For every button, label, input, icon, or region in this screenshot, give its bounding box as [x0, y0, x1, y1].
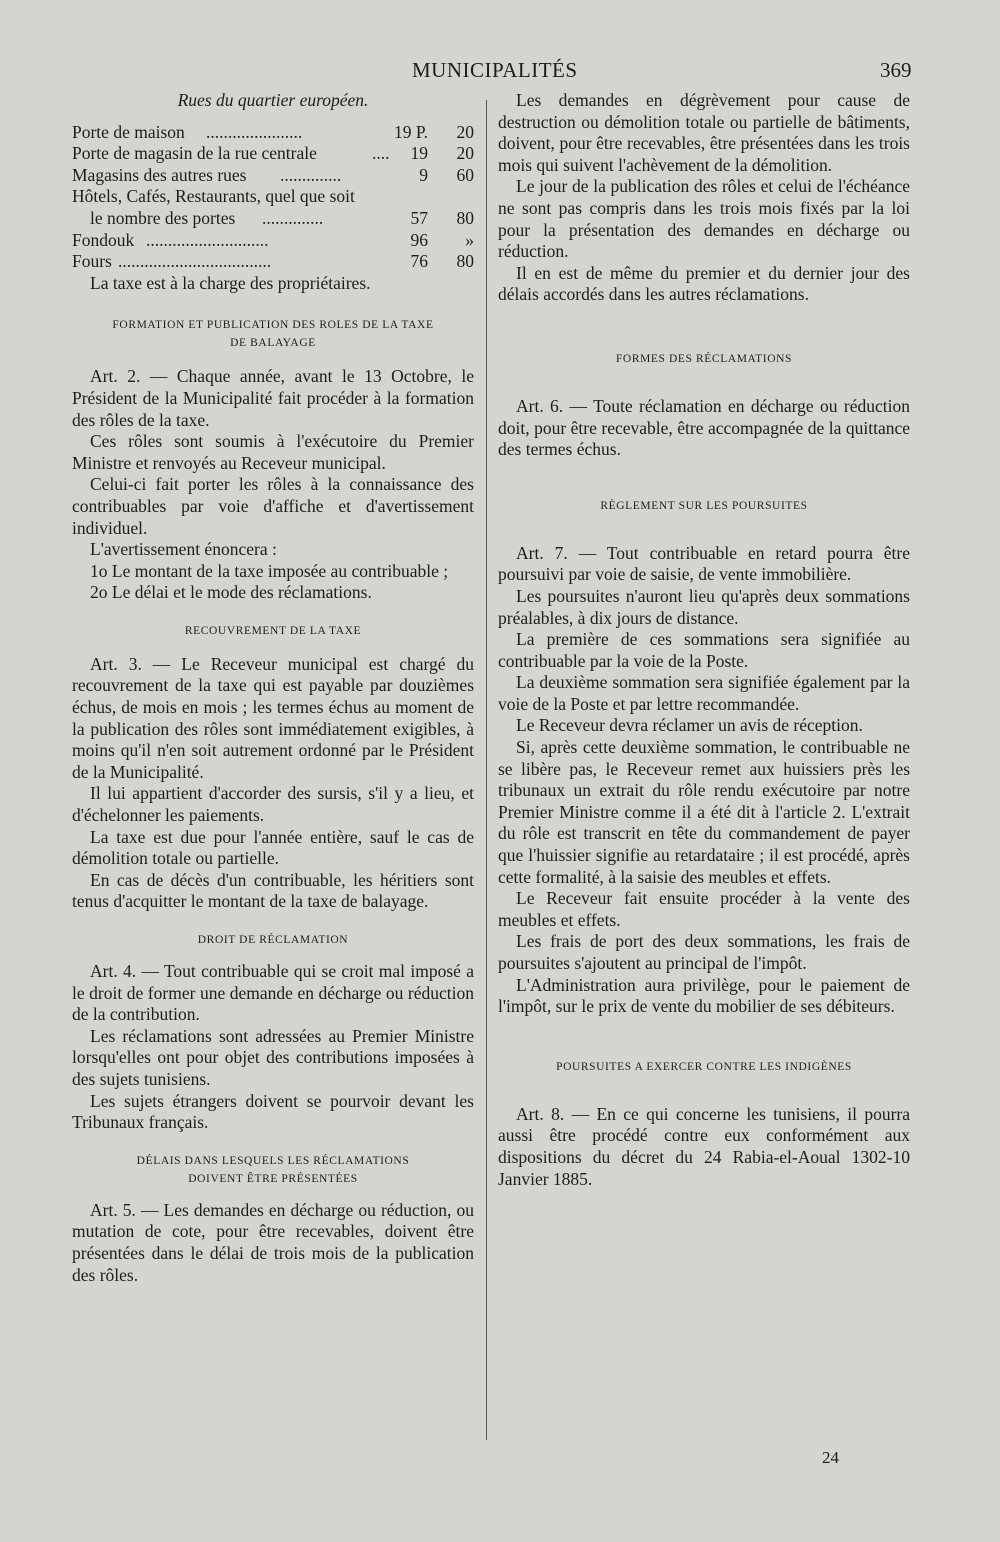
article-paragraph: Le Receveur fait ensuite procéder à la vente des meubles et effets. [498, 888, 910, 930]
tariff-label: Magasins des autres rues [72, 164, 247, 185]
article-paragraph: Les demandes en dégrèvement pour cause de destruction ou démolition totale ou partielle de bâtiments, doivent, pour être recevables, être présentées dans les trois mois qui suivent l'achèvement de la démolition. [498, 90, 910, 175]
signature-number: 24 [822, 1448, 839, 1467]
article-paragraph: Art. 5. — Les demandes en décharge ou réduction, ou mutation de cote, pour être recevables, doivent être présentées dans le délai de trois mois de la publication des rôles. [72, 1199, 474, 1285]
section-title: FORMATION ET PUBLICATION DES ROLES DE LA TAXE [112, 319, 434, 332]
article-paragraph: Ces rôles sont soumis à l'exécutoire du Premier Ministre et renvoyés au Receveur municipal. [72, 431, 474, 473]
tariff-cents: 80 [456, 251, 474, 272]
article-paragraph: La taxe est due pour l'année entière, sauf le cas de démolition totale ou partielle. [72, 826, 474, 869]
article-paragraph: 1o Le montant de la taxe imposée au contribuable ; [90, 560, 449, 581]
tariff-row [72, 122, 474, 144]
tariff-piastres: 57 [410, 207, 428, 228]
article-paragraph: Art. 2. — Chaque année, avant le 13 Octobre, le Président de la Municipalité fait procéder à la formation des rôles de la taxe. [72, 366, 474, 430]
tariff-subhead: Rues du quartier européen. [177, 90, 369, 110]
section-title: RÈGLEMENT SUR LES POURSUITES [600, 499, 808, 512]
tariff-table [72, 122, 474, 273]
tariff-row [72, 251, 474, 273]
article-paragraph: Art. 7. — Tout contribuable en retard pourra être poursuivi par voie de saisie, de vente immobilière. [498, 542, 910, 585]
article-paragraph: Les poursuites n'auront lieu qu'après deux sommations préalables, à dix jours de distance. [498, 585, 910, 628]
tariff-label: Porte de magasin de la rue centrale [72, 143, 317, 164]
section-title: DROIT DE RÉCLAMATION [197, 934, 349, 946]
tariff-piastres: 9 [419, 164, 428, 185]
running-title: MUNICIPALITÉS [412, 58, 578, 82]
tariff-piastres: 76 [410, 251, 428, 272]
tariff-leader: .............. [262, 207, 324, 228]
tariff-piastres: 19 P. [393, 121, 428, 142]
tariff-label: Fours [72, 251, 112, 272]
tariff-cents: » [465, 229, 474, 250]
right-column [498, 90, 910, 1190]
running-head [0, 58, 1000, 84]
tariff-piastres: 96 [410, 229, 428, 250]
tariff-row [72, 186, 474, 208]
tariff-row [72, 230, 474, 252]
section-title: DÉLAIS DANS LESQUELS LES RÉCLAMATIONS [136, 1154, 410, 1167]
tariff-row [72, 143, 474, 165]
article-paragraph: 2o Le délai et le mode des réclamations. [90, 582, 372, 603]
tariff-piastres: 19 [410, 143, 428, 164]
tariff-label: Hôtels, Cafés, Restaurants, quel que soit [72, 186, 355, 207]
tariff-cents: 20 [456, 143, 474, 164]
article-paragraph: La deuxième sommation sera signifiée également par la voie de la Poste et par lettre recommandée. [498, 672, 910, 714]
tariff-leader: ............................ [146, 229, 269, 250]
section-title: DOIVENT ÊTRE PRÉSENTÉES [188, 1172, 358, 1185]
tariff-leader: .... [372, 143, 390, 164]
article-paragraph: La première de ces sommations sera signifiée au contribuable par la voie de la Poste. [498, 629, 910, 671]
article-paragraph: Les sujets étrangers doivent se pourvoir devant les Tribunaux français. [72, 1090, 474, 1133]
article-paragraph: Art. 3. — Le Receveur municipal est chargé du recouvrement de la taxe qui est payable par douzièmes échus, de mois en mois ; les termes échus au moment de la publication des rôles sont immédiatement exigibles, à moins qu'il n'en soit autrement ordonné par le Président de la Municipalité. [72, 653, 474, 782]
left-column [72, 90, 474, 1286]
article-paragraph: L'avertissement énoncera : [90, 539, 277, 560]
tariff-leader: .............. [280, 164, 342, 185]
article-paragraph: Il lui appartient d'accorder des sursis, s'il y a lieu, et d'échelonner les paiements. [72, 783, 474, 826]
tariff-cents: 20 [456, 121, 474, 142]
article-paragraph: Il en est de même du premier et du dernier jour des délais accordés dans les autres réclamations. [498, 262, 910, 305]
article-paragraph: Les réclamations sont adressées au Premier Ministre lorsqu'elles ont pour objet des contributions imposées à des sujets tunisiens. [72, 1025, 474, 1089]
article-paragraph: Le Receveur devra réclamer un avis de réception. [516, 715, 863, 736]
article-paragraph: Celui-ci fait porter les rôles à la connaissance des contribuables par voie d'affiche et d'avertissement individuel. [72, 474, 474, 538]
tariff-label: Porte de maison [72, 121, 185, 142]
tariff-label: le nombre des portes [90, 207, 236, 228]
article-paragraph: Si, après cette deuxième sommation, le contribuable ne se libère pas, le Receveur remet aux huissiers près les tribunaux un extrait du rôle rendu exécutoire par notre Premier Ministre comme il a été dit à l'article 2. L'extrait du rôle est transcrit en tête du commandement de payer que l'huissier signifie au retardataire ; il est procédé, après cette formalité, à la saisie des meubles et effets. [498, 737, 910, 887]
article-paragraph: Art. 6. — Toute réclamation en décharge ou réduction doit, pour être recevable, être accompagnée de la quittance des termes échus. [498, 395, 910, 460]
article-paragraph: Art. 4. — Tout contribuable qui se croit mal imposé a le droit de former une demande en décharge ou réduction de la contribution. [72, 961, 474, 1025]
article-paragraph: Le jour de la publication des rôles et celui de l'échéance ne sont pas compris dans les trois mois fixés par la loi pour la présentation des demandes en décharge ou réduction. [498, 176, 910, 262]
tariff-leader: ...................... [206, 121, 303, 142]
section-title: POURSUITES A EXERCER CONTRE LES INDIGÈNES [556, 1060, 852, 1073]
article-paragraph: En cas de décès d'un contribuable, les héritiers sont tenus d'acquitter le montant de la taxe de balayage. [72, 869, 474, 912]
tariff-row [72, 208, 474, 230]
tariff-leader: ................................... [118, 251, 272, 272]
article-paragraph: L'Administration aura privilège, pour le paiement de l'impôt, sur le prix de vente du mobilier de ses débiteurs. [498, 974, 910, 1017]
tariff-row [72, 165, 474, 187]
column-divider [486, 100, 487, 1440]
tariff-cents: 80 [456, 207, 474, 228]
section-title: FORMES DES RÉCLAMATIONS [615, 352, 793, 365]
article-paragraph: Art. 8. — En ce qui concerne les tunisiens, il pourra aussi être procédé contre eux conformément aux dispositions du décret du 24 Rabia-el-Aoual 1302-10 Janvier 1885. [498, 1103, 910, 1189]
page-number: 369 [880, 58, 912, 82]
article-paragraph: Les frais de port des deux sommations, les frais de poursuites s'ajoutent au principal de l'impôt. [498, 931, 910, 973]
section-title: DE BALAYAGE [230, 337, 316, 350]
section-title: RECOUVREMENT DE LA TAXE [184, 624, 362, 637]
tariff-note: La taxe est à la charge des propriétaires. [90, 272, 371, 293]
tariff-label: Fondouk [72, 229, 135, 250]
tariff-cents: 60 [456, 164, 474, 185]
